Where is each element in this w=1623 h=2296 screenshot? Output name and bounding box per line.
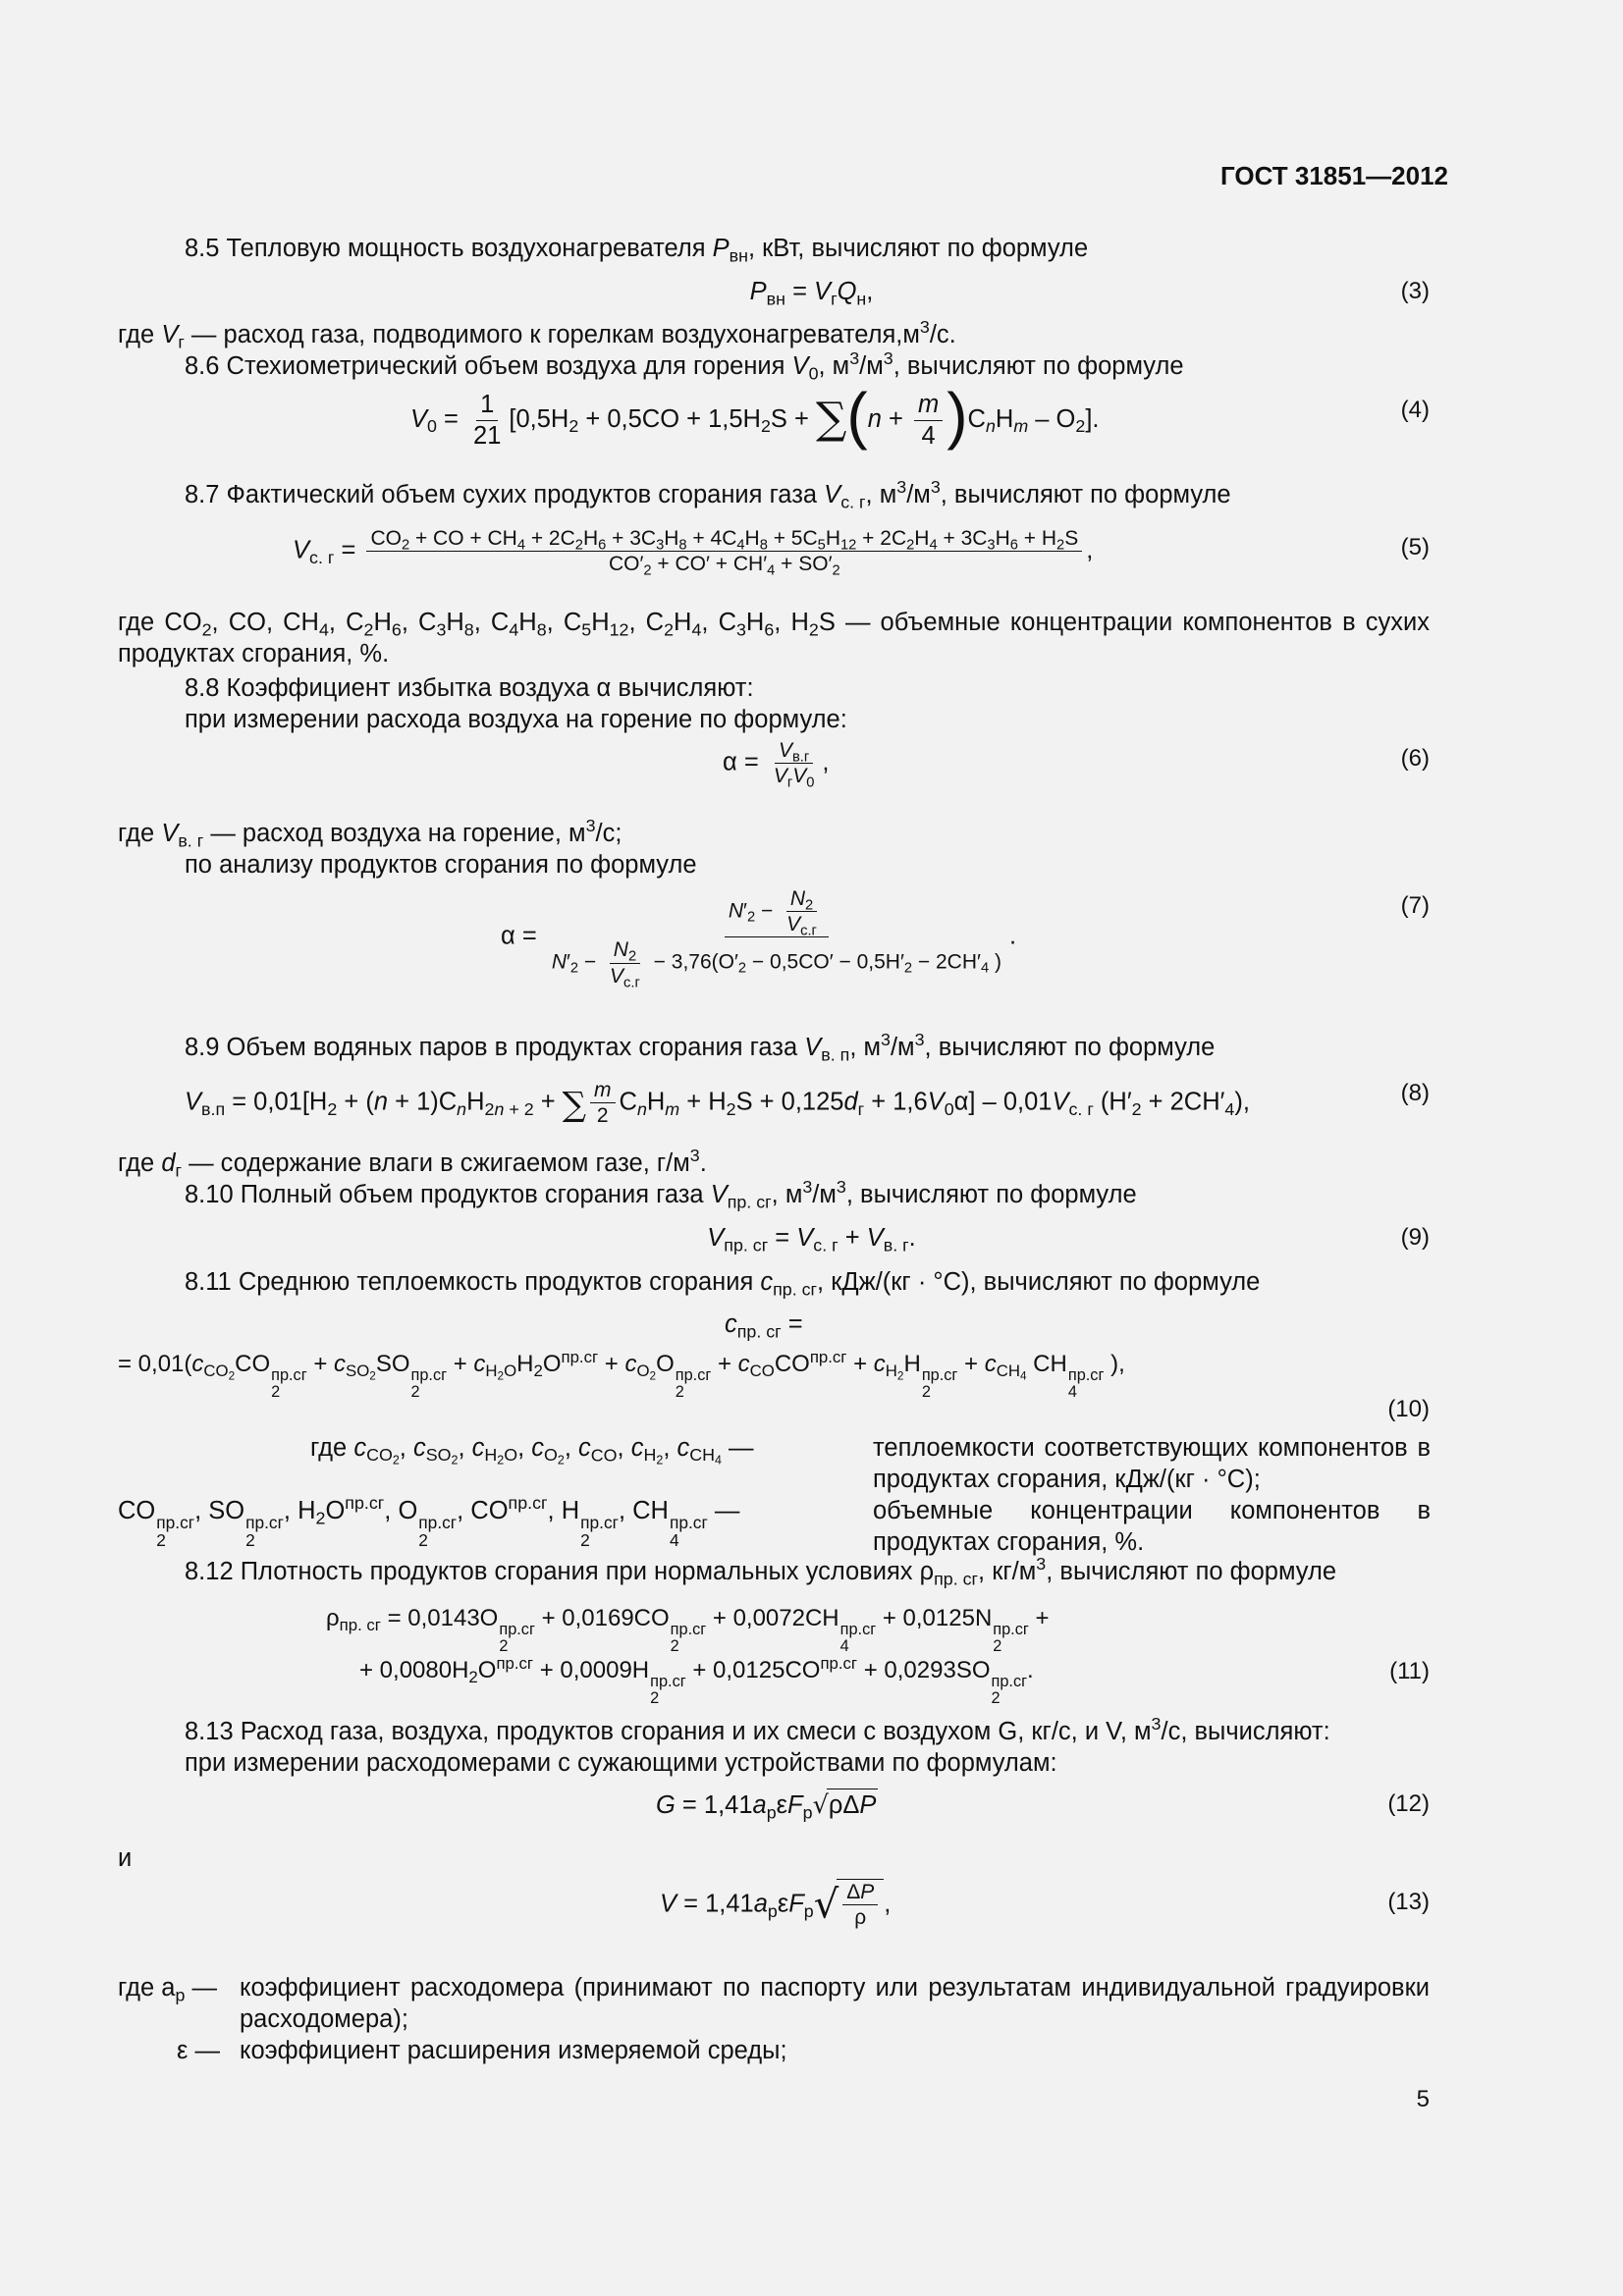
eq-number-3: (3) xyxy=(1400,278,1430,304)
formula-12: $G = 1,41a_р\varepsilon F_р√\rho\Delta P$ xyxy=(656,1790,877,1823)
eq-number-13: (13) xyxy=(1387,1889,1430,1915)
section-8-13: 8.13 Расход газа, воздуха, продуктов сгорания и их смеси с воздухом G, кг/с, и V, $м^3/с$, вычисляют: xyxy=(185,1714,1330,1745)
formula-10: = $0,01(c_{CO_2}CO$ пр.сг 2 + $c_{SO_2}SO$ пр.сг 2 + $c_{H_2O}H_2O^{пр.сг} + c_{O_2}O$ пр.сг 2 + $c_{CO}CO^{пр.сг} + c_{H_2}H$ пр.сг 2 + $c_{CH_4}$ CH пр.сг 4 ), xyxy=(118,1347,1125,1402)
where-ap-text: коэффициент расходомера (принимают по паспорту или результатам индивидуальной градуировки расходомера); xyxy=(240,1974,1430,2033)
section-8-10: 8.10 Полный объем продуктов сгорания газа $V_{пр. сг}$, $м^3/м^3$, вычисляют по формуле xyxy=(185,1177,1137,1212)
eq-number-10: (10) xyxy=(1387,1396,1430,1422)
section-8-9: 8.9 Объем водяных паров в продуктах сгорания газа $V_{в. п}$, $м^3/м^3$, вычисляют по формуле xyxy=(185,1030,1216,1065)
formula-11-line2: + $0,0080H_2O^{пр.сг} + 0,0009H$ пр.сг 2 + $0,0125CO^{пр.сг} + 0,0293SO$ пр.сг 2 . xyxy=(359,1653,1034,1708)
eq-number-6: (6) xyxy=(1400,745,1430,772)
eq-number-4: (4) xyxy=(1400,397,1430,423)
eq-number-8: (8) xyxy=(1400,1080,1430,1106)
eq-number-12: (12) xyxy=(1387,1790,1430,1817)
eq-number-7: (7) xyxy=(1400,892,1430,919)
section-8-7: 8.7 Фактический объем сухих продуктов сгорания газа $V_{с. г}$, $м^3/м^3$, вычисляют по формуле xyxy=(185,477,1231,512)
section-8-6: 8.6 Стехиометрический объем воздуха для горения $V_0$, $м^3/м^3$, вычисляют по формуле xyxy=(185,348,1184,384)
where-eps-symbol: ε — xyxy=(177,2037,220,2064)
eq-number-11: (11) xyxy=(1389,1658,1430,1684)
formula-5-where: где $CO_2$, CO, $CH_4$, $C_2H_6$, $C_3H_8$, $C_4H_8$, $C_5H_{12}$, $C_2H_4$, $C_3H_6$, $H_2S$ — объемные концентрации компонентов в сухих продуктах сгорания, %. xyxy=(118,609,1430,667)
where-ap-symbol: где $a_р$ — xyxy=(118,1974,218,2005)
formula-10-def2: объемные концентрации компонентов в продуктах сгорания, %. xyxy=(873,1497,1431,1556)
section-8-12: 8.12 Плотность продуктов сгорания при нормальных условиях $\rho_{пр. сг}$, $кг/м^3$, вычисляют по формуле xyxy=(185,1554,1337,1589)
section-8-11: 8.11 Среднюю теплоемкость продуктов сгорания $c_{пр. сг}$, кДж/(кг · °С), вычисляют по формуле xyxy=(185,1268,1261,1300)
formula-8-where: где $d_г$ — содержание влаги в сжигаемом газе, $г/м^3$. xyxy=(118,1146,707,1181)
formula-10-def2-symbols: CO пр.сг 2 , SO пр.сг 2 , $H_2O^{пр.сг}$, O пр.сг 2 , $CO^{пр.сг}$, H пр.сг 2 , CH пр.сг 4 — xyxy=(118,1493,740,1550)
section-8-8-analysis: по анализу продуктов сгорания по формуле xyxy=(185,851,697,879)
formula-13: $V = 1,41a_р\varepsilon F_р√$ $\frac{\Delta P}{\rho}$ , xyxy=(660,1881,892,1930)
formula-6: α = $\frac{V_{в.г}}{V_гV_0}$ , xyxy=(723,739,830,791)
formula-11-line1: $\rho_{пр. сг} = 0,0143O$ пр.сг 2 + 0,0169CO пр.сг 2 + 0,0072CH пр.сг 4 + 0,0125N пр.сг 2 + xyxy=(326,1605,1050,1656)
and-word: и xyxy=(118,1844,133,1872)
section-8-13-meters: при измерении расходомерами с сужающими устройствами по формулам: xyxy=(185,1749,1057,1777)
formula-3-where: где $V_г$ — расход газа, подводимого к горелкам $воздухонагревателя,м^3/с$. xyxy=(118,317,956,352)
formula-8: $V_{в.п} = 0,01[H_2 + (n + 1)C_nH_{2n + 2}$ + ∑ $\frac{m}{2}$ $C_nH_m + H_2S + 0,125d_г + 1,6V_0\alpha] - 0,01V_{с. г}$ $(H'_2 + 2CH'_4)$, xyxy=(185,1079,1250,1128)
formula-10-def1: теплоемкости соответствующих компонентов в продуктах сгорания, кДж/(кг · °С); xyxy=(873,1434,1431,1493)
formula-9: $V_{пр. сг} = V_{с. г} + V_{в. г}$. xyxy=(707,1224,916,1255)
formula-4: $V_0$ = $\frac{1}{21}$ [$0,5H_2 + 0,5CO + 1,5H_2S + \sum(n$ + $\frac{m}{4}$ )$C_nH_m - O_2$]. xyxy=(410,379,1100,451)
document-code: ГОСТ 31851—2012 xyxy=(1220,161,1448,190)
formula-5: $V_{с. г}$ = $CO_2$ + CO + $CH_4 + 2C_2H_6 + 3C_3H_8 + 4C_4H_8 + 5C_5H_{12} + 2C_2H_4 + 3C_3H_6 + H_2S$ $CO'_2 + CO' + CH'_4 + SO'_2$ , xyxy=(293,527,1094,579)
formula-7: α = $N'_2$ − $\frac{N_2}{V_{с.г}}$ $N'_2$ − $\frac{N_2}{V_{с.г}}$ − $3,76(O'_2 - 0,5CO' - 0,5H'_2 - 2CH'_4$ ) . xyxy=(501,887,1017,991)
section-8-8-air: при измерении расхода воздуха на горение по формуле: xyxy=(185,706,847,733)
formula-6-where: где $V_{в. г}$ — расход воздуха на горение, $м^3/с$; xyxy=(118,816,622,851)
formula-3: $P_{вн} = V_гQ_н$, xyxy=(749,278,874,309)
formula-10-def1-symbols: где $c_{CO_2}$, $c_{SO_2}$, $c_{H_2O}$, $c_{O_2}$, $c_{CO}$, $c_{H_2}$, $c_{CH_4}$ — xyxy=(310,1434,754,1468)
where-eps-text: коэффициент расширения измеряемой среды; xyxy=(240,2037,787,2064)
section-8-5: 8.5 Тепловую мощность воздухонагревателя $P_{вн}$, кВт, вычисляют по формуле xyxy=(185,235,1089,266)
section-8-8: 8.8 Коэффициент избытка воздуха α вычисляют: xyxy=(185,674,754,702)
formula-10-lhs: $c_{пр. сг}$ = xyxy=(725,1310,803,1342)
eq-number-5: (5) xyxy=(1400,534,1430,561)
eq-number-9: (9) xyxy=(1400,1224,1430,1251)
page-number: 5 xyxy=(1416,2086,1430,2112)
